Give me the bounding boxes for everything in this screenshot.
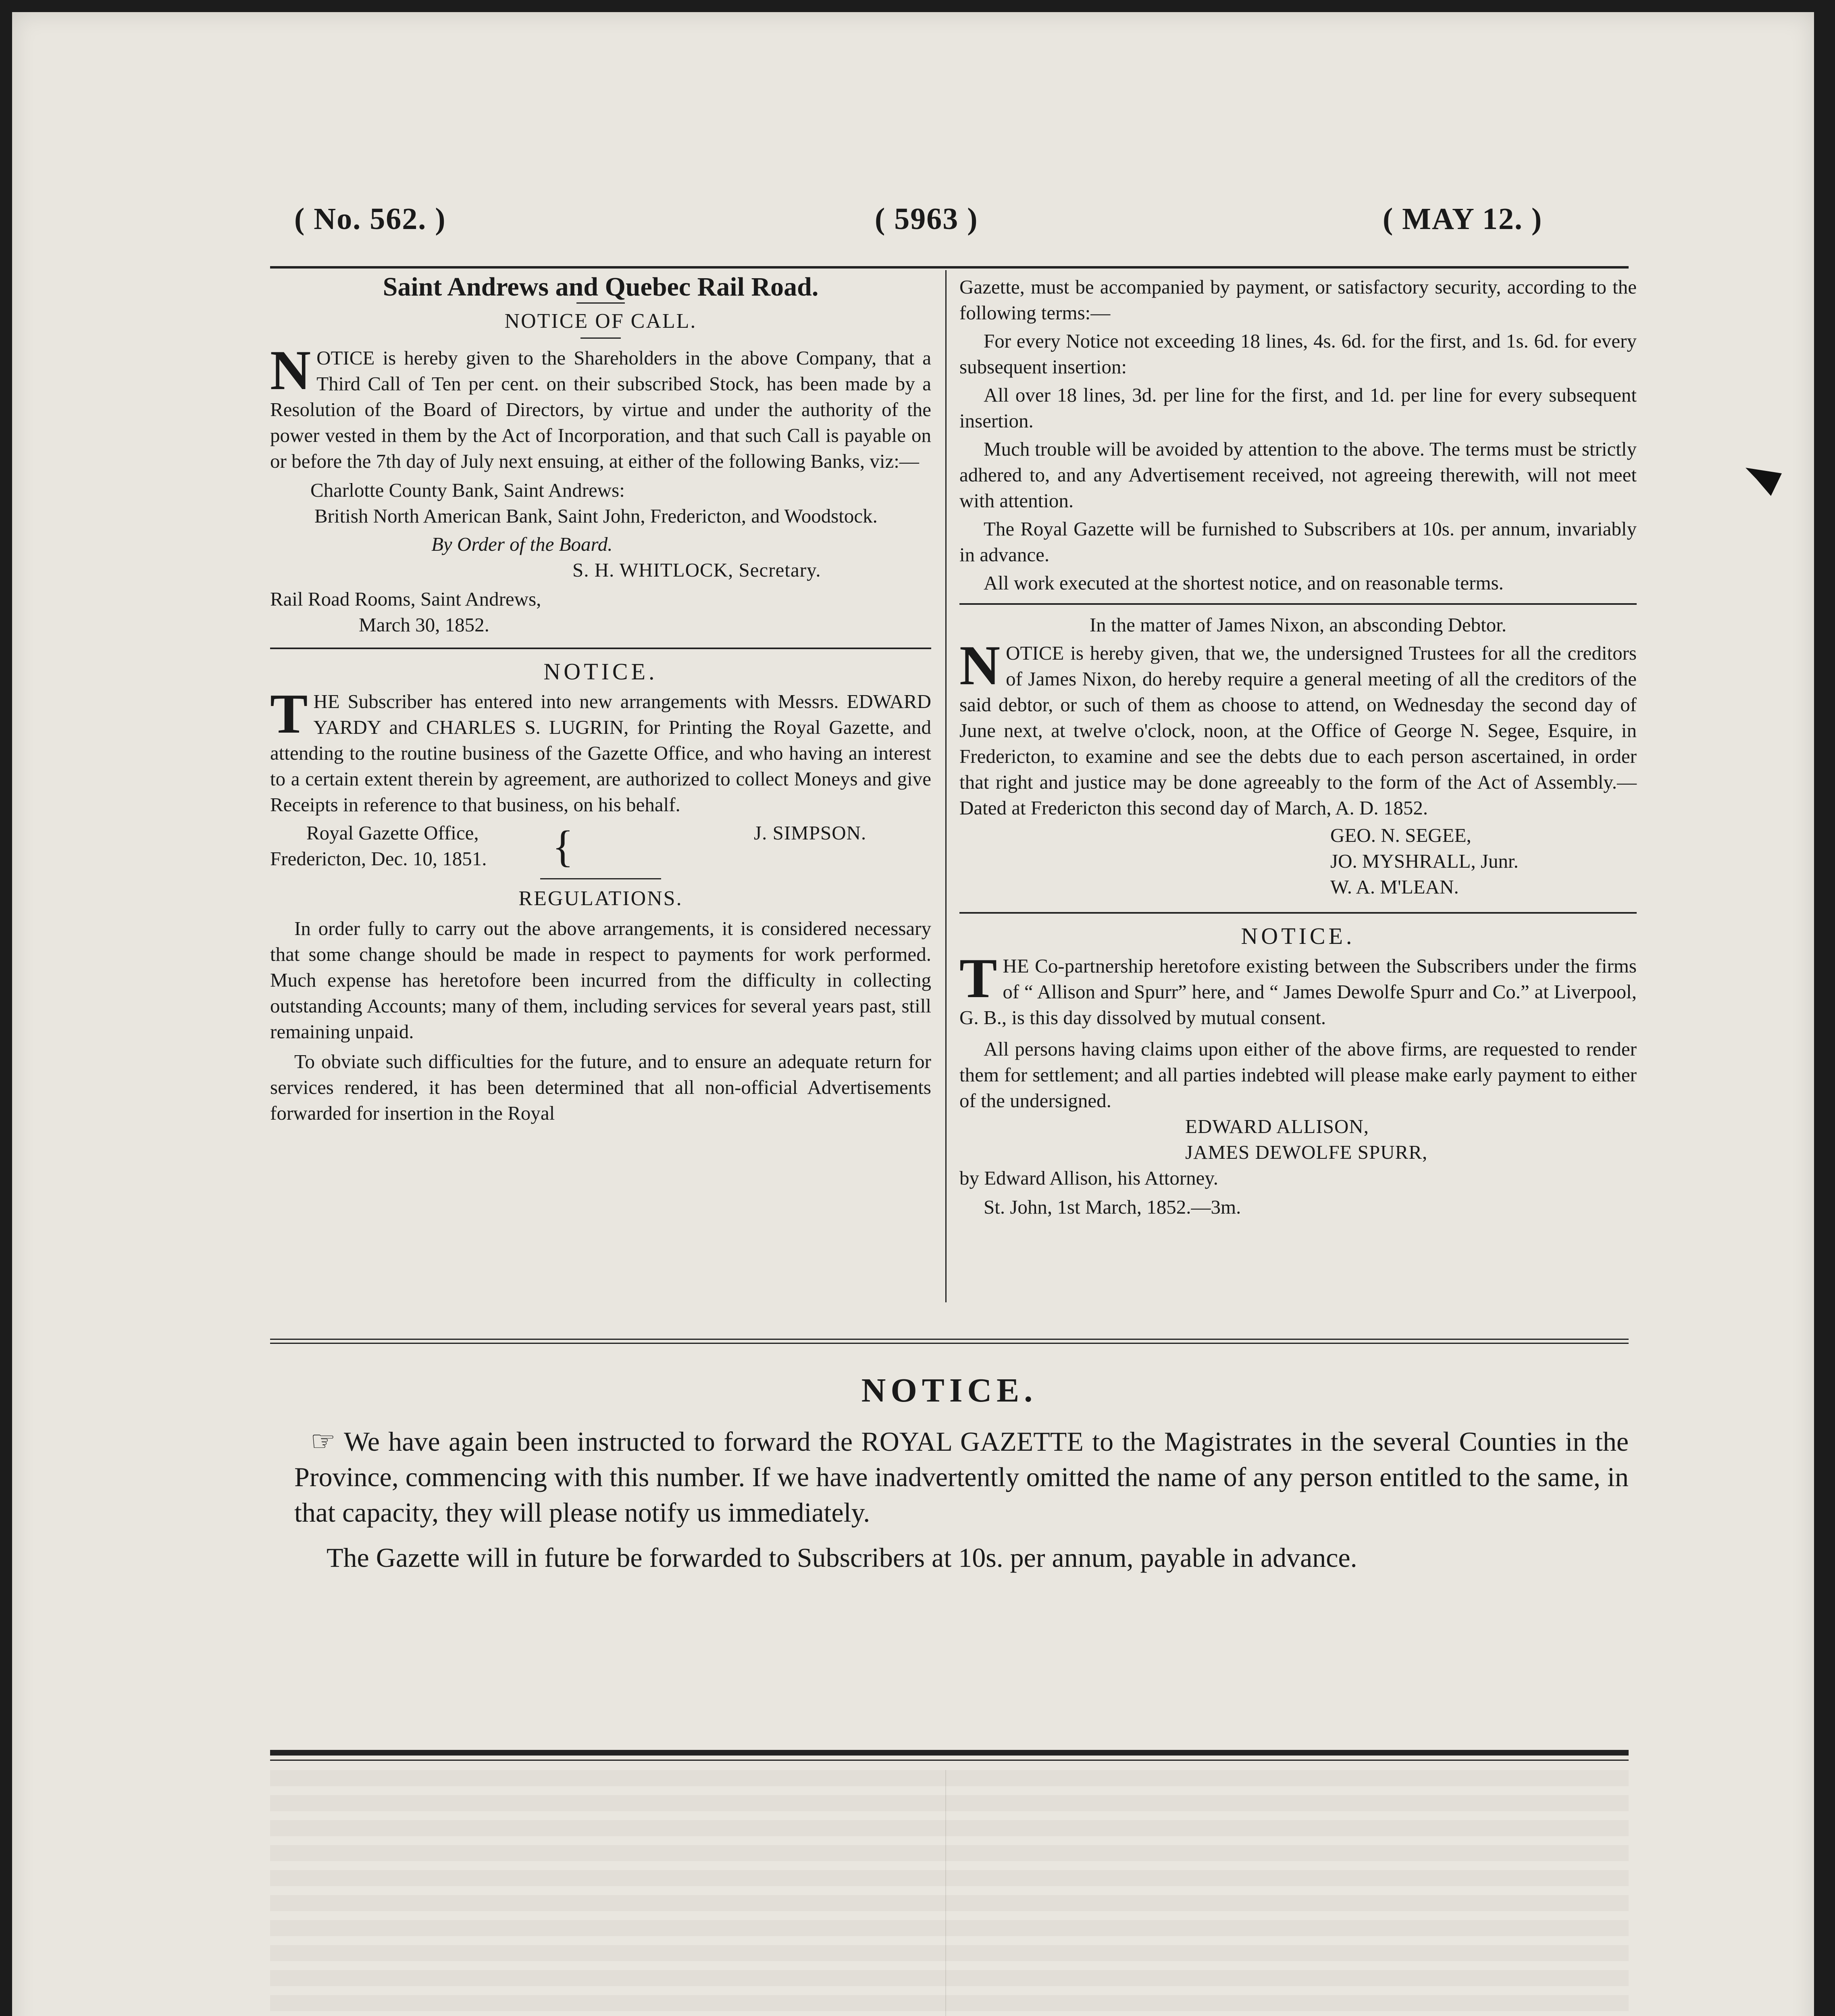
right-rule-1: [959, 603, 1637, 605]
nixon-title: In the matter of James Nixon, an absconding Debtor.: [1089, 614, 1507, 636]
bottom-heavy-rule: [270, 1750, 1629, 1756]
notice-body: THE Subscriber has entered into new arrangements with Messrs. EDWARD YARDY and CHARLES S. LUGRIN, for Printing the Royal Gazette, and attending to the routine business of the Gazette Office, and who having an interest to a certain extent therein by agreement, are authorized to collect Moneys and give Receipts in reference to that business, on his behalf.: [270, 683, 931, 816]
call-dropcap: N: [270, 339, 311, 402]
call-title: NOTICE OF CALL.: [504, 310, 697, 333]
trustee-2: JO. MYSHRALL, Junr.: [1330, 850, 1519, 872]
terms-3: Much trouble will be avoided by attention to the above. The terms must be strictly adhered to, and any Advertisement received, not agreeing therewith, will not meet with attention.: [959, 438, 1637, 512]
right-rule-2: [959, 912, 1637, 914]
partner-sig-2: JAMES DEWOLFE SPURR,: [1185, 1141, 1428, 1163]
bank-1: Charlotte County Bank, Saint Andrews:: [310, 479, 625, 501]
office-line-1: Royal Gazette Office,: [306, 822, 479, 844]
terms-2: All over 18 lines, 3d. per line for the first, and 1d. per line for every subsequent insertion.: [959, 384, 1637, 432]
partner-dropcap: T: [959, 947, 997, 1010]
order-line: By Order of the Board.: [431, 533, 613, 555]
regulations-p2: To obviate such difficulties for the future, and to ensure an adequate return for services rendered, it has been determined that all non-official Advertisements forwarded for insertion in the Royal: [270, 1050, 931, 1124]
partner-sig-1: EDWARD ALLISON,: [1185, 1115, 1369, 1137]
bleed-through-divider: [945, 1770, 946, 2016]
regulations-p1: In order fully to carry out the above arrangements, it is considered necessary that some change should be made in respect to payments for work performed. Much expense has heretofore been incurred from the difficulty in collecting outstanding Accounts; many of them, including services for several years past, still remaining unpaid.: [270, 917, 931, 1043]
partner-body: THE Co-partnership heretofore existing between the Subscribers under the firms of “ Allison and Spurr” here, and “ James Dewolfe Spurr and Co.” at Liverpool, G. B., is this day dissolved by mutual consent.: [959, 947, 1637, 1029]
double-rule-bottom: [270, 1343, 1629, 1344]
pointing-hand-icon: ☞: [310, 1425, 336, 1458]
brace-glyph: {: [552, 822, 574, 871]
notice-dropcap: T: [270, 683, 308, 745]
rooms-line-2: March 30, 1852.: [359, 614, 489, 636]
issue-number: ( No. 562. ): [294, 202, 446, 236]
left-rule-2: [540, 878, 661, 879]
bottom-notice-p1: ☞ We have again been instructed to forward the ROYAL GAZETTE to the Magistrates in the several Counties in the Province, commencing with this number. If we have inadvertently omitted the name of any person entitled to the same, in that capacity, they will please notify us immediately.: [294, 1425, 1629, 1528]
bleed-through-texture: [270, 1770, 1629, 2016]
double-rule-top: [270, 1339, 1629, 1340]
terms-5: All work executed at the shortest notice, and on reasonable terms.: [984, 572, 1504, 594]
left-column: [270, 274, 931, 1126]
margin-ink-mark-top: [1746, 468, 1782, 496]
nixon-body: NOTICE is hereby given, that we, the undersigned Trustees for all the creditors of James Nixon, do hereby require a general meeting of all the creditors of the said debtor, or such of them as choose to attend, on Wednesday the second day of June next, at twelve o'clock, noon, at the Office of George N. Segee, Esquire, in Fredericton, to examine and see the debts due to each person ascertained, in order that right and justice may be done agreeably to the form of the Act of Assembly.—Dated at Fredericton this second day of March, A. D. 1852.: [959, 634, 1637, 819]
simpson-signature: J. SIMPSON.: [754, 822, 867, 844]
trustee-3: W. A. M'LEAN.: [1330, 876, 1459, 898]
title-rule: [576, 302, 625, 304]
bottom-notice-title: NOTICE.: [861, 1372, 1038, 1409]
office-block: [270, 820, 931, 872]
office-line-2: Fredericton, Dec. 10, 1851.: [270, 848, 487, 870]
bottom-notice-p2: The Gazette will in future be forwarded to Subscribers at 10s. per annum, payable in advance.: [327, 1542, 1357, 1573]
terms-1: For every Notice not exceeding 18 lines, 4s. 6d. for the first, and 1s. 6d. for every subsequent insertion:: [959, 330, 1637, 378]
nixon-dropcap: N: [959, 634, 1001, 697]
right-column: [959, 274, 1637, 1220]
issue-date: ( MAY 12. ): [1383, 202, 1543, 236]
trustee-1: GEO. N. SEGEE,: [1330, 824, 1471, 846]
partner-p2: All persons having claims upon either of the above firms, are requested to render them for settlement; and all parties indebted will please make early payment to either of the undersigned.: [959, 1038, 1637, 1112]
notice-title: NOTICE.: [543, 658, 658, 685]
column-divider: [945, 270, 947, 1302]
regulations-title: REGULATIONS.: [518, 887, 683, 910]
bottom-thin-rule: [270, 1760, 1629, 1761]
partner-sig-3: by Edward Allison, his Attorney.: [959, 1167, 1218, 1189]
call-body: NOTICE is hereby given to the Shareholders in the above Company, that a Third Call of Ten per cent. on their subscribed Stock, has been made by a Resolution of the Board of Directors, by virtue and under the authority of the power vested in them by the Act of Incorporation, and that such Call is payable on or before the 7th day of July next ensuing, at either of the following Banks, viz:—: [270, 339, 931, 472]
left-rule-1: [270, 648, 931, 649]
page-number: ( 5963 ): [875, 202, 978, 236]
bottom-notice-body: [294, 1423, 1629, 1575]
newspaper-page: [12, 12, 1814, 2016]
call-rule: [580, 337, 621, 339]
bank-2: British North American Bank, Saint John, Fredericton, and Woodstock.: [314, 505, 878, 527]
partner-title: NOTICE.: [1241, 923, 1355, 949]
railroad-title: Saint Andrews and Quebec Rail Road.: [383, 272, 819, 302]
header-rule: [270, 266, 1629, 269]
terms-continuation: Gazette, must be accompanied by payment, or satisfactory security, according to the following terms:—: [959, 276, 1637, 324]
partner-place: St. John, 1st March, 1852.—3m.: [984, 1196, 1241, 1218]
rooms-line-1: Rail Road Rooms, Saint Andrews,: [270, 588, 541, 610]
secretary-line: S. H. WHITLOCK, Secretary.: [572, 559, 821, 581]
terms-4: The Royal Gazette will be furnished to Subscribers at 10s. per annum, invariably in advance.: [959, 518, 1637, 566]
